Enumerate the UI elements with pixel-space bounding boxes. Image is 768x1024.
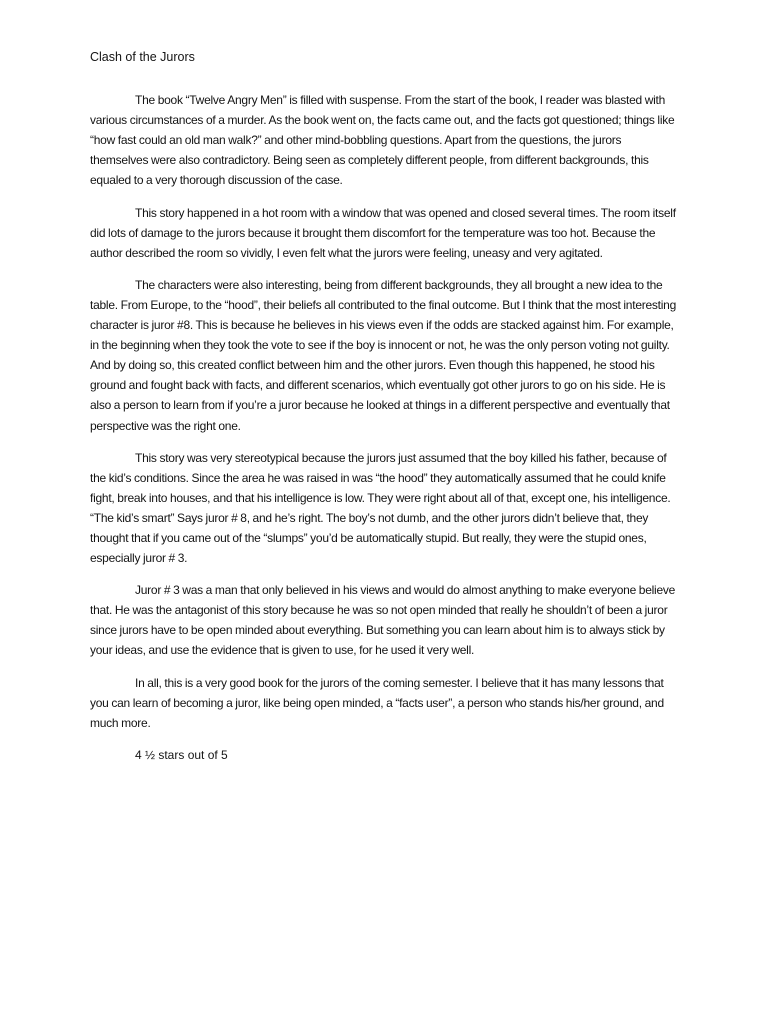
paragraph-setting: This story happened in a hot room with a window that was opened and closed several times. The room itself did lots of damage to the jurors because it brought them discomfort for the temperature was too hot. Because the author described the room so vividly, I even felt what the jurors were feeling, uneasy and very agitated.	[90, 205, 676, 260]
rating-line: 4 ½ stars out of 5	[135, 747, 228, 762]
paragraph-conclusion: In all, this is a very good book for the jurors of the coming semester. I believe that it has many lessons that you can learn of becoming a juror, like being open minded, a “facts user”, a person who stands his/her ground, and much more.	[90, 675, 664, 730]
paragraph-stereotypes: This story was very stereotypical because the jurors just assumed that the boy killed his father, because of the kid’s conditions. Since the area he was raised in was “the hood” they automatically assumed that he could knife fight, break into houses, and that his intelligence is low. They were right about all of that, except one, his intelligence. “The kid’s smart” Says juror # 8, and he’s right. The boy’s not dumb, and the other jurors didn’t believe that, they thought that if you came out of the “slumps” you’d be automatically stupid. But really, they were the stupid ones, especially juror # 3.	[90, 450, 671, 566]
paragraph-characters: The characters were also interesting, being from different backgrounds, they all brought a new idea to the table. From Europe, to the “hood”, their beliefs all contributed to the final outcome. But I think that the most interesting character is juror #8. This is because he believes in his views even if the odds are stacked against him. For example, in the beginning when they took the vote to see if the boy is innocent or not, he was the only person voting not guilty. And by doing so, this created conflict between him and the other jurors. Even though this happened, he stood his ground and fought back with facts, and different scenarios, which eventually got other jurors to go on his side. He is also a person to learn from if you’re a juror because he looked at things in a different perspective and eventually that perspective was the right one.	[90, 277, 677, 433]
document-title: Clash of the Jurors	[90, 50, 195, 64]
paragraph-introduction: The book “Twelve Angry Men” is filled with suspense. From the start of the book, I reader was blasted with various circumstances of a murder. As the book went on, the facts came out, and the facts got questioned; things like “how fast could an old man walk?” and other mind-bobbling questions. Apart from the questions, the jurors themselves were also contradictory. Being seen as completely different people, from different backgrounds, this equaled to a very thorough discussion of the case.	[90, 93, 675, 188]
document-body	[90, 47, 680, 765]
paragraph-juror-3: Juror # 3 was a man that only believed in his views and would do almost anything to make everyone believe that. He was the antagonist of this story because he was so not open minded that really he shouldn’t of been a juror since jurors have to be open minded about everything. But something you can learn about him is to always stick by your ideas, and use the evidence that is given to use, for he used it very well.	[90, 583, 676, 658]
